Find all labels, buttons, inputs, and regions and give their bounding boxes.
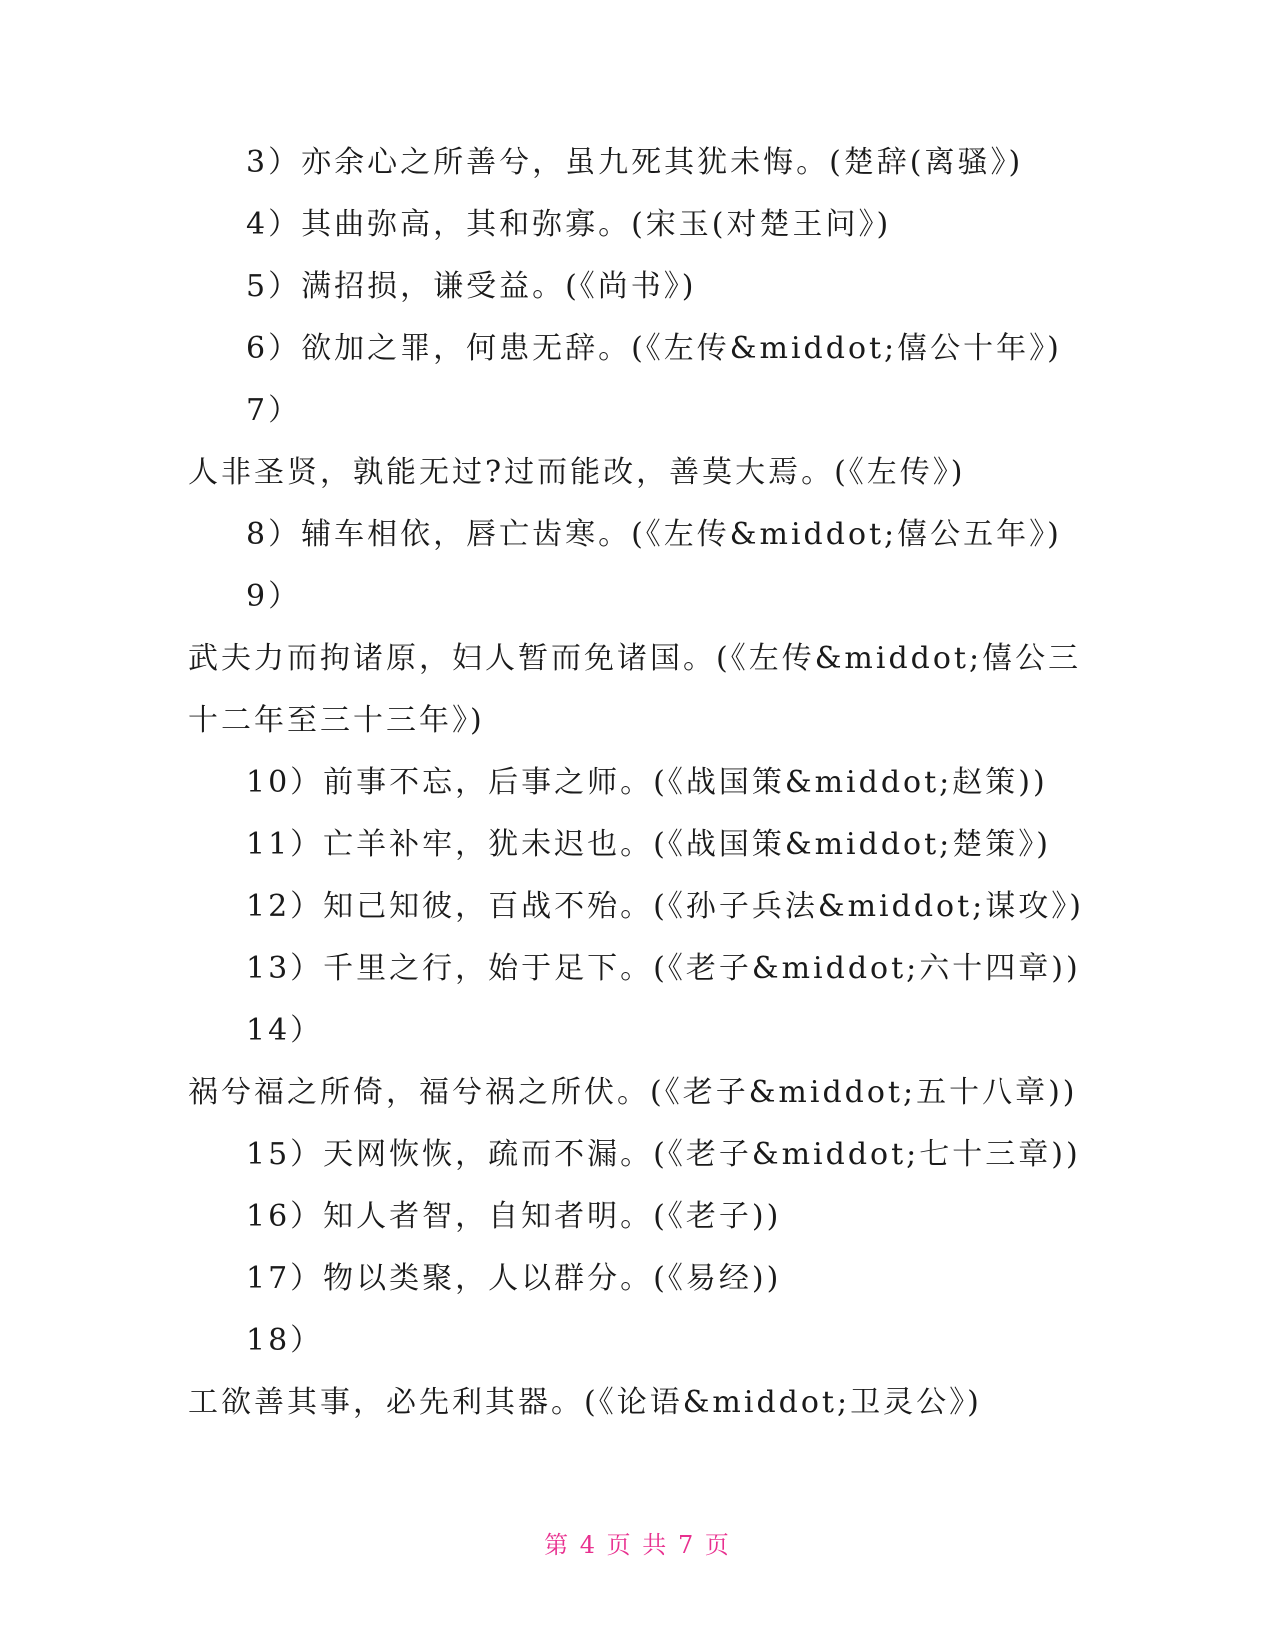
quote-number-18: 18） [246,1323,324,1358]
quote-line-16: 16）知人者智，自知者明。(《老子)) [246,1199,782,1234]
quote-text-9: 武夫力而拘诸原，妇人暂而免诸国。(《左传&middot;僖公三 [188,641,1082,676]
quote-text-14: 祸兮福之所倚，福兮祸之所伏。(《老子&middot;五十八章)) [188,1075,1078,1110]
quote-line-17: 17）物以类聚，人以群分。(《易经)) [246,1261,782,1296]
quote-line-4: 4）其曲弥高，其和弥寡。(宋玉(对楚王问》) [246,207,892,242]
quote-line-5: 5）满招损，谦受益。(《尚书》) [246,269,697,304]
quote-number-9: 9） [246,579,302,614]
quote-line-15: 15）天网恢恢，疏而不漏。(《老子&middot;七十三章)) [246,1137,1081,1172]
quote-text-18: 工欲善其事，必先利其器。(《论语&middot;卫灵公》) [188,1385,982,1420]
quote-line-11: 11）亡羊补牢，犹未迟也。(《战国策&middot;楚策》) [246,827,1051,862]
quote-number-14: 14） [246,1013,324,1048]
quote-line-6: 6）欲加之罪，何患无辞。(《左传&middot;僖公十年》) [246,331,1062,366]
quote-line-12: 12）知己知彼，百战不殆。(《孙子兵法&middot;谋攻》) [246,889,1084,924]
quote-line-10: 10）前事不忘，后事之师。(《战国策&middot;赵策)) [246,765,1048,800]
quote-line-13: 13）千里之行，始于足下。(《老子&middot;六十四章)) [246,951,1081,986]
page-footer: 第 4 页 共 7 页 [544,1531,731,1559]
quote-line-8: 8）辅车相依，唇亡齿寒。(《左传&middot;僖公五年》) [246,517,1062,552]
quote-text-7: 人非圣贤，孰能无过?过而能改，善莫大焉。(《左传》) [188,455,966,490]
quote-number-7: 7） [246,393,302,428]
quote-text-9-continued: 十二年至三十三年》) [188,703,485,738]
quote-line-3: 3）亦余心之所善兮，虽九死其犹未悔。(楚辞(离骚》) [246,145,1024,180]
